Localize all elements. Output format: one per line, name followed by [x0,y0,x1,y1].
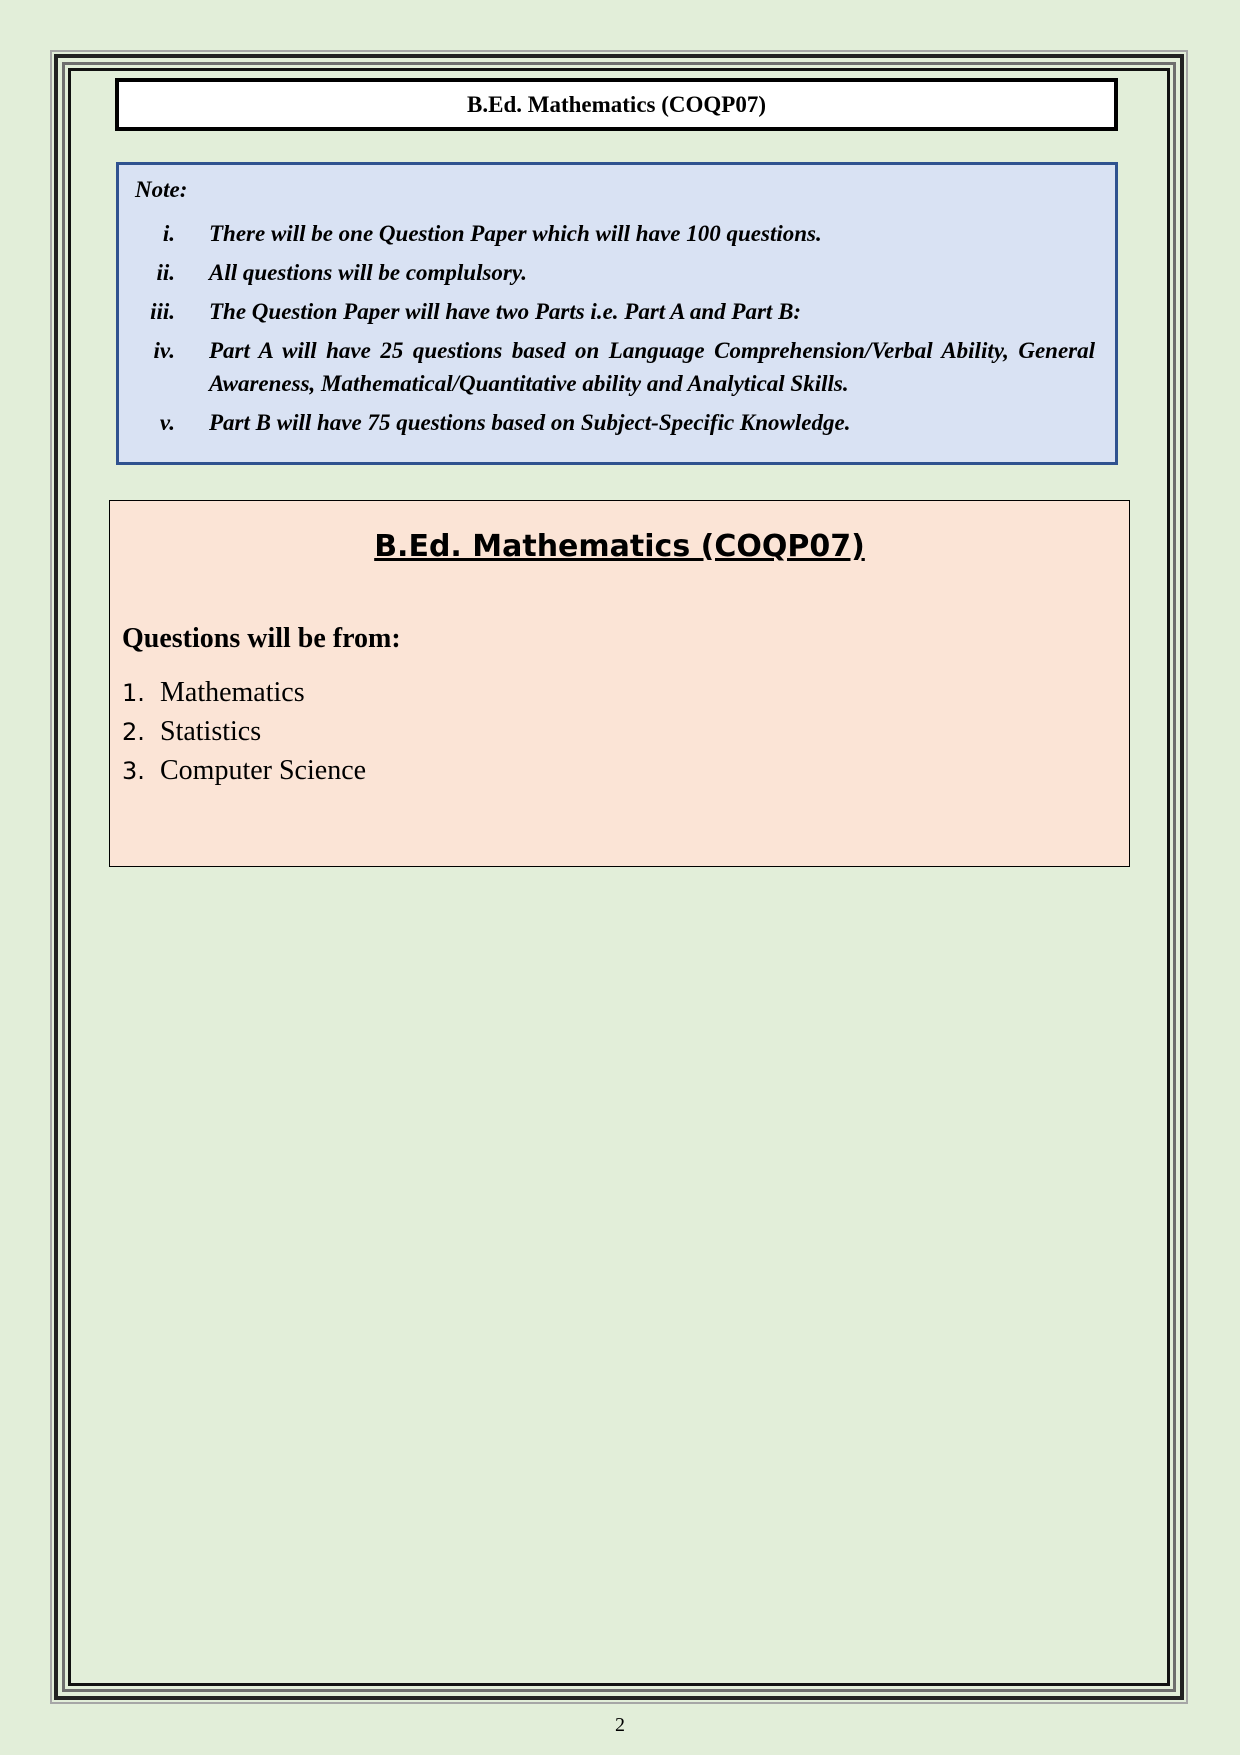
note-item-number: iv. [153,338,175,363]
note-item-number: iii. [150,299,175,324]
list-item-number: 2. [122,718,145,746]
note-item [135,217,1095,250]
syllabus-heading: Questions will be from: [122,623,401,654]
list-item-text: Computer Science [160,755,367,786]
note-item-number: ii. [156,260,175,285]
syllabus-box [109,500,1130,867]
note-item-text: Part A will have 25 questions based on Language Comprehension/Verbal Ability, General Awareness, Mathematical/Quantitative ability and Analytical Skills. [209,338,1095,396]
list-item [122,677,366,716]
note-box [116,162,1118,465]
note-item-text: Part B will have 75 questions based on Subject-Specific Knowledge. [209,410,851,435]
note-title: Note: [135,177,188,202]
list-item-number: 3. [122,757,145,785]
syllabus-list [122,677,366,794]
note-item-text: There will be one Question Paper which will have 100 questions. [209,221,822,246]
page-number: 2 [615,1714,625,1736]
note-item-number: v. [159,410,175,435]
note-item-text: The Question Paper will have two Parts i.e. Part A and Part B: [209,299,802,324]
note-item [135,256,1095,289]
list-item-text: Mathematics [160,677,305,708]
note-item-text: All questions will be complulsory. [209,260,527,285]
note-item [135,334,1095,400]
note-item [135,295,1095,328]
header-title: B.Ed. Mathematics (COQP07) [467,91,766,117]
list-item [122,755,366,794]
list-item [122,716,366,755]
list-item-number: 1. [122,679,145,707]
header-title-box [115,78,1118,131]
syllabus-title: B.Ed. Mathematics (COQP07) [374,529,865,564]
note-item [135,406,1095,439]
note-item-number: i. [162,221,175,246]
list-item-text: Statistics [160,716,262,747]
